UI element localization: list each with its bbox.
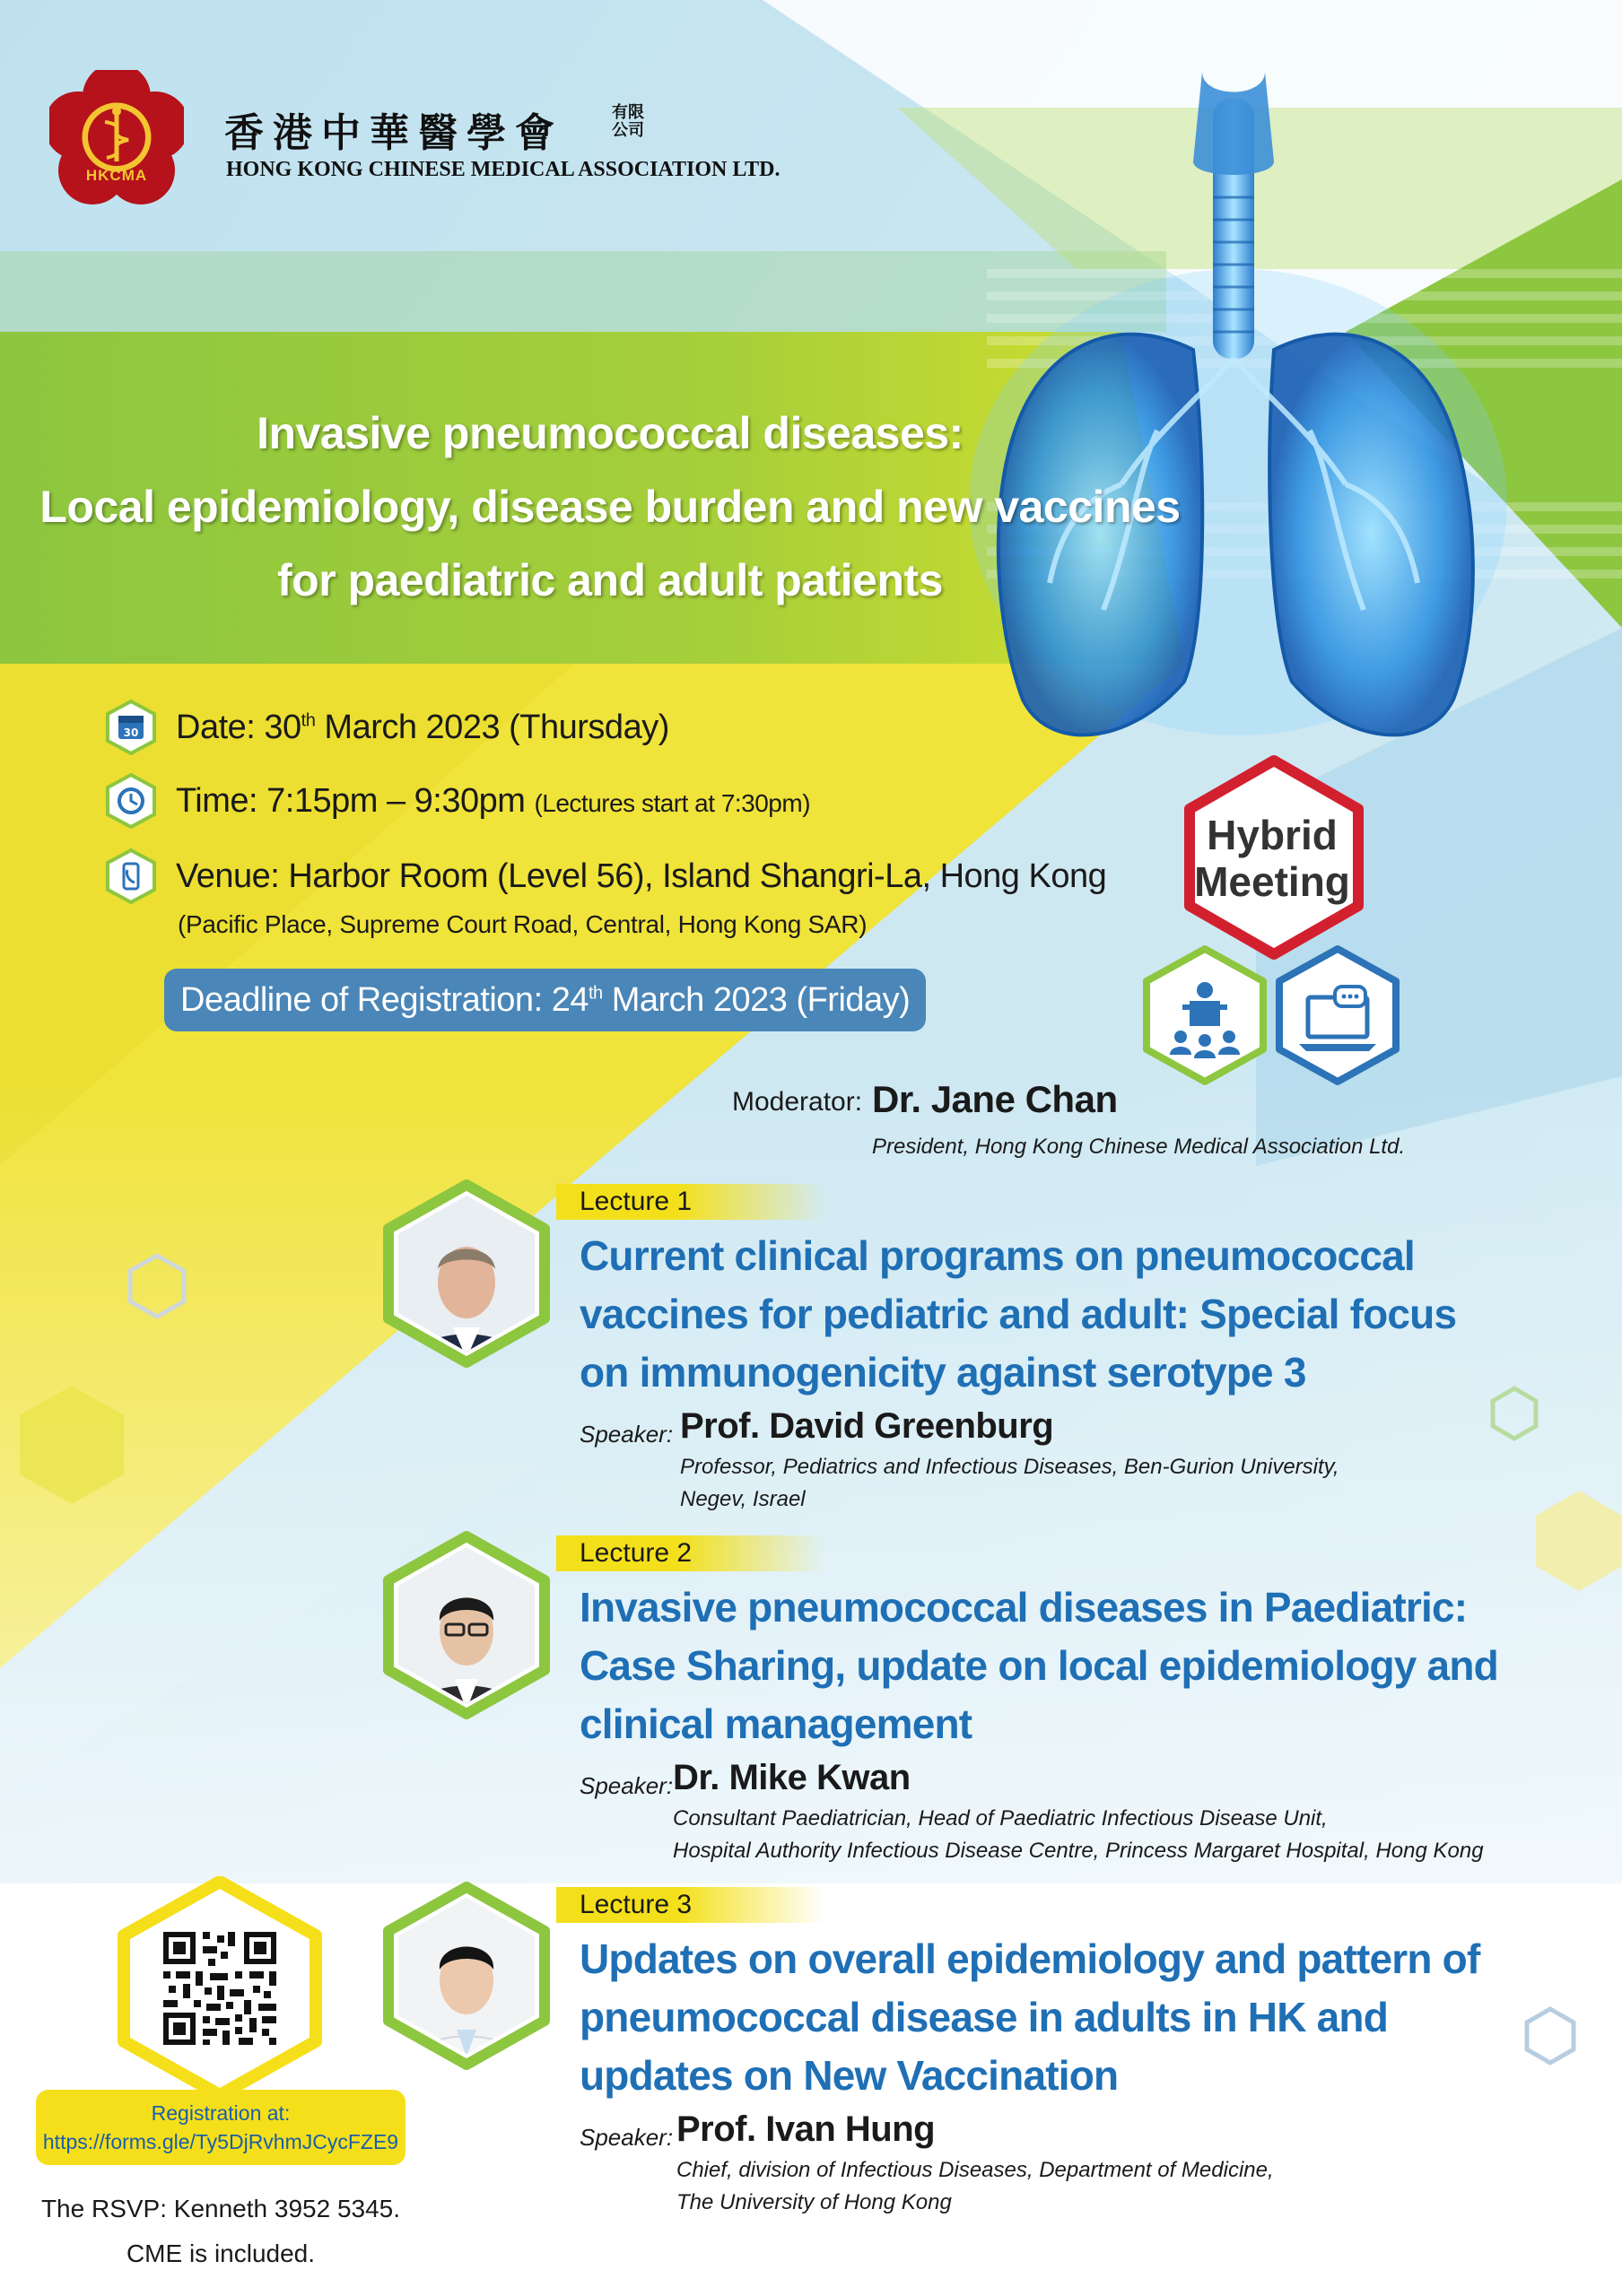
lecture-3-speaker-name: Prof. Ivan Hung (676, 2109, 936, 2149)
phone-icon (106, 848, 156, 904)
lecture-2-title: Invasive pneumococcal diseases in Paediatric: Case Sharing, update on local epidemiology and clinical management (580, 1584, 1498, 1747)
qr-code-icon[interactable] (117, 1876, 323, 2100)
lecture-2-speaker-name: Dr. Mike Kwan (673, 1758, 911, 1797)
calendar-icon (106, 700, 156, 755)
lecture-1-speaker-affiliation: Professor, Pediatrics and Infectious Diseases, Ben-Gurion University, Negev, Israel (680, 1455, 1339, 1511)
lecture-2-speaker-affiliation: Consultant Paediatrician, Head of Paediatric Infectious Disease Unit, Hospital Authority Infectious Disease Centre, Princess Margaret Hospital, Hong Kong (673, 1806, 1484, 1863)
hybrid-meeting-label: Hybrid Meeting (1194, 812, 1350, 905)
lecture-3-speaker-label: Speaker: (580, 2124, 674, 2151)
speaker-photo-kwan (381, 1531, 552, 1719)
venue-address: (Pacific Place, Supreme Court Road, Central, Hong Kong SAR) (178, 910, 868, 938)
moderator-name: Dr. Jane Chan (872, 1078, 1118, 1120)
registration-box (36, 2090, 406, 2165)
lecture-1-speaker-label: Speaker: (580, 1421, 674, 1448)
lecture-3-tag: Lecture 3 (556, 1887, 825, 1923)
moderator-title: President, Hong Kong Chinese Medical Association Ltd. (872, 1135, 1406, 1159)
registration-link[interactable]: https://forms.gle/Ty5DjRvhmJCycFZE9 (42, 2130, 399, 2153)
podium-audience-icon (1139, 944, 1270, 1087)
org-name-chinese-suffix: 有限公司 (612, 103, 644, 140)
lecture-1-speaker-name: Prof. David Greenburg (680, 1406, 1054, 1446)
org-name-english: HONG KONG CHINESE MEDICAL ASSOCIATION LTD. (226, 158, 780, 181)
logo-abbreviation: HKCMA (85, 167, 148, 184)
lecture-3-title: Updates on overall epidemiology and pattern of pneumococcal disease in adults in HK and updates on New Vaccination (580, 1935, 1480, 2099)
rsvp-info (36, 2187, 406, 2276)
speaker-photo-hung (381, 1882, 552, 2070)
event-title (18, 396, 1202, 617)
org-name-chinese: 香港中華醫學會 (224, 110, 563, 156)
registration-label: Registration at: (151, 2101, 291, 2125)
event-title-line: Local epidemiology, disease burden and new vaccines (39, 482, 1181, 532)
lecture-2-tag: Lecture 2 (556, 1535, 825, 1571)
lecture-1-tag: Lecture 1 (556, 1184, 825, 1220)
lecture-1-title: Current clinical programs on pneumococcal vaccines for pediatric and adult: Special focus on immunogenicity against serotype 3 (580, 1232, 1457, 1396)
moderator-label: Moderator: (732, 1087, 863, 1117)
speaker-photo-greenburg (381, 1179, 552, 1368)
time-row (106, 773, 810, 829)
event-title-line: Invasive pneumococcal diseases: (257, 408, 964, 458)
date-row (106, 700, 669, 755)
cme-note: CME is included. (126, 2239, 316, 2267)
hkcma-logo (49, 70, 184, 204)
rsvp-contact: The RSVP: Kenneth 3952 5345. (40, 2195, 401, 2222)
event-venue: Venue: Harbor Room (Level 56), Island Shangri-La, Hong Kong (176, 857, 1107, 895)
calendar-icon-number: 30 (123, 726, 139, 739)
venue-row (106, 848, 1106, 904)
event-date: Date: 30th March 2023 (Thursday) (176, 708, 669, 746)
laptop-chat-icon (1272, 944, 1403, 1087)
clock-icon (106, 773, 156, 829)
lecture-2-speaker-label: Speaker: (580, 1772, 674, 1799)
lecture-3-speaker-affiliation: Chief, division of Infectious Diseases, Department of Medicine, The University of Hong Kong (676, 2158, 1274, 2214)
event-title-line: for paediatric and adult patients (277, 555, 943, 605)
event-time: Time: 7:15pm – 9:30pm (Lectures start at 7:30pm) (176, 781, 811, 820)
registration-deadline: Deadline of Registration: 24th March 2023 (Friday) (164, 969, 926, 1031)
